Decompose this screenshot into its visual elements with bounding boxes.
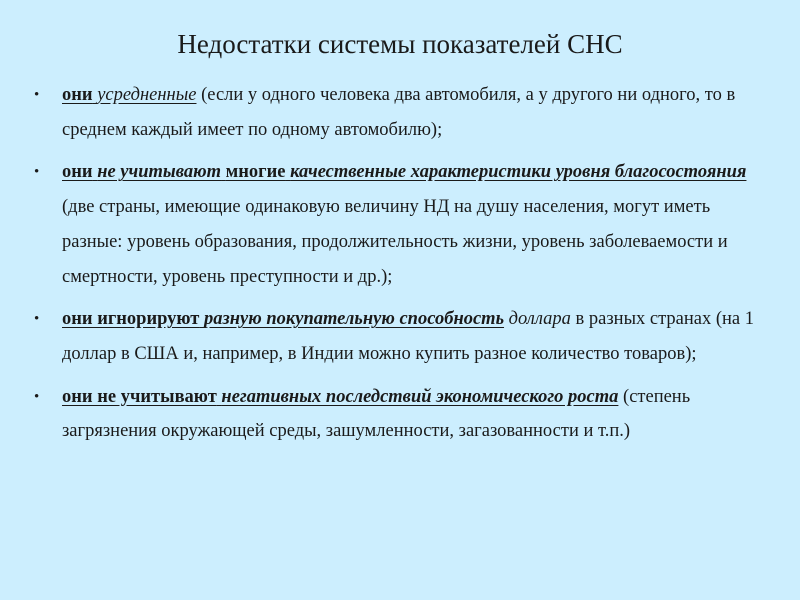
bullet-list <box>34 78 774 457</box>
bullet-lead: они <box>62 162 93 183</box>
bullet-item-averaged <box>34 78 774 147</box>
bullet-icon: • <box>34 311 40 328</box>
bullet-lead: они <box>62 85 93 105</box>
bullet-emphasis: усредненные <box>97 85 197 105</box>
bullet-emphasis: доллара <box>508 309 571 330</box>
bullet-item-purchasing-power <box>34 302 774 371</box>
bullet-item-quality <box>34 155 774 294</box>
bullet-text: в разных странах (на 1 доллар в США и, например, в Индии можно купить разное количество товаров); <box>62 309 754 364</box>
bullet-text: (степень загрязнения окружающей среды, зашумленности, загазованности и т.п.) <box>62 386 691 442</box>
bullet-emphasis: качественные характеристики уровня благосостояния <box>290 162 747 183</box>
slide-title: Недостатки системы показателей СНС <box>177 29 623 59</box>
bullet-icon: • <box>34 164 40 181</box>
bullet-text: (две страны, имеющие одинаковую величину НД на душу населения, могут иметь разные: уровень образования, продолжительность жизни, уровень заболеваемости и смертности, уровень преступности и др.); <box>62 197 728 287</box>
bullet-emphasis: негативных последствий экономического роста <box>221 386 619 407</box>
bullet-lead: они не учитывают <box>62 386 217 407</box>
bullet-icon: • <box>34 87 40 103</box>
bullet-emphasis: разную покупательную способность <box>204 309 505 330</box>
bullet-item-negative-effects <box>34 380 774 449</box>
bullet-icon: • <box>34 388 40 405</box>
bullet-lead: они игнорируют <box>62 309 200 330</box>
bullet-emphasis: не учитывают <box>97 162 222 183</box>
bullet-text: (если у одного человека два автомобиля, а у другого ни одного, то в среднем каждый имеет по одному автомобилю); <box>62 85 736 140</box>
bullet-emphasis: многие <box>225 162 286 183</box>
